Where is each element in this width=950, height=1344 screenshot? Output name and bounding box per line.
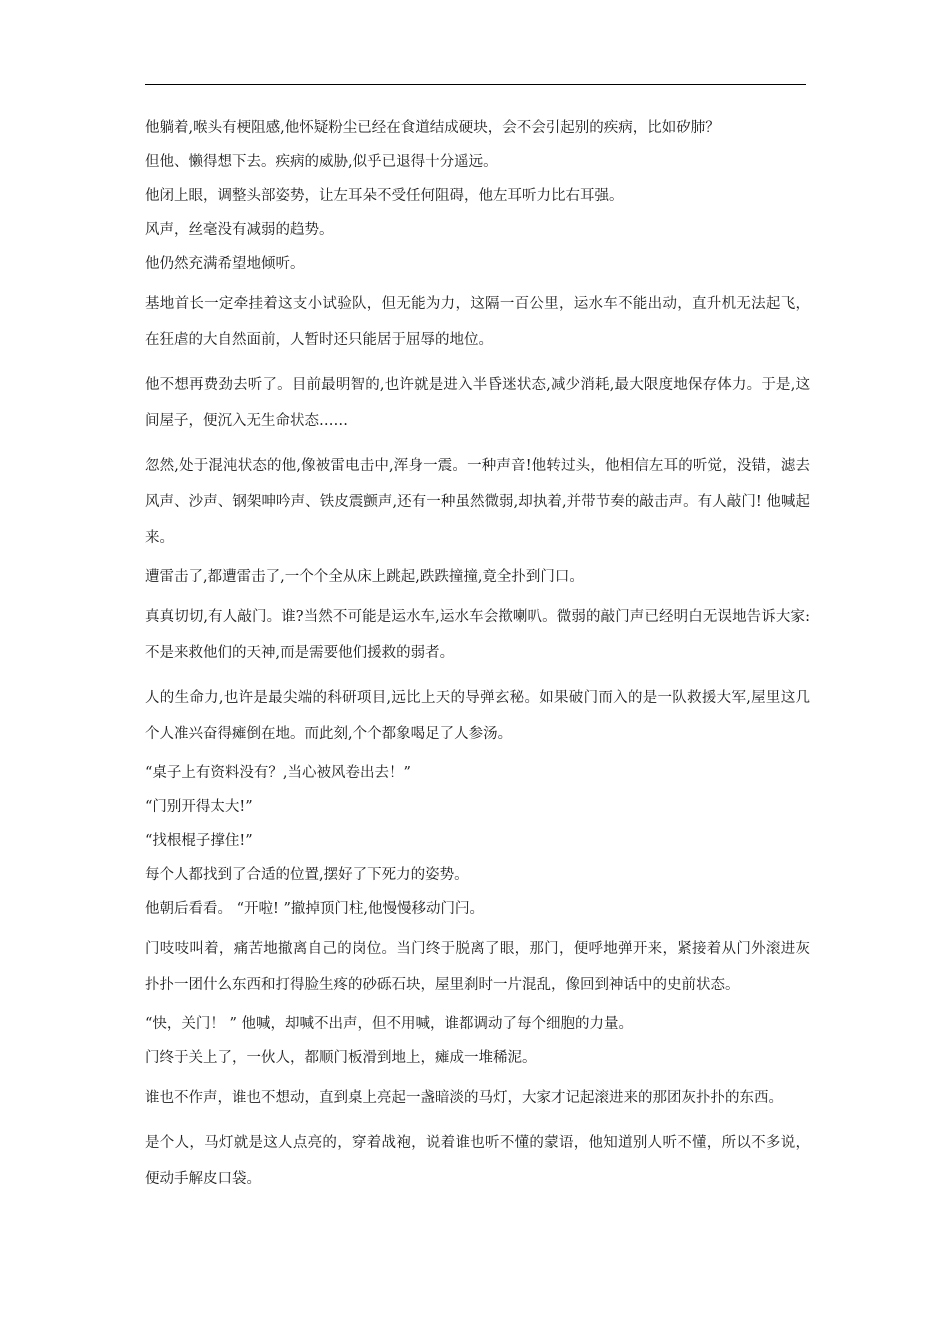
paragraph: “找根棍子撑住!” (145, 833, 253, 849)
paragraph: 他朝后看看。 “开啦! ”撤掉顶门柱,他慢慢移动门闩。 (145, 901, 484, 917)
paragraph: 基地首长一定牵挂着这支小试验队，但无能为力，这隔一百公里，运水车不能出动，直升机无法起飞，在狂虐的大自然面前，人暂时还只能居于屈辱的地位。 (145, 296, 810, 348)
paragraph: 但他、懒得想下去。疾病的威胁,似乎已退得十分遥远。 (145, 154, 498, 170)
paragraph: “桌子上有资料没有？,当心被风卷出去！” (145, 765, 411, 781)
paragraph: 他闭上眼，调整头部姿势，让左耳朵不受任何阻碍，他左耳听力比右耳强。 (145, 188, 624, 204)
paragraph: 是个人，马灯就是这人点亮的，穿着战袍，说着谁也听不懂的蒙语，他知道别人听不懂，所以不多说，便动手解皮口袋。 (145, 1135, 810, 1187)
paragraph: “门别开得太大!” (145, 799, 253, 815)
paragraph: 他仍然充满希望地倾听。 (145, 256, 305, 272)
header-rule (145, 84, 806, 85)
paragraph: 谁也不作声，谁也不想动，直到桌上亮起一盏暗淡的马灯，大家才记起滚进来的那团灰扑扑的东西。 (145, 1090, 783, 1106)
paragraph: 每个人都找到了合适的位置,摆好了下死力的姿势。 (145, 867, 469, 883)
paragraph: 真真切切,有人敲门。谁?当然不可能是运水车,运水车会揿喇叭。微弱的敲门声已经明白无误地告诉大家:不是来救他们的天神,而是需要他们援救的弱者。 (145, 609, 810, 661)
document-body (145, 116, 810, 1206)
paragraph: 风声，丝毫没有减弱的趋势。 (145, 222, 334, 238)
paragraph: 门吱吱叫着，痛苦地撤离自己的岗位。当门终于脱离了眼，那门，便呼地弹开来，紧接着从门外滚进灰扑扑一团什么东西和打得脸生疼的砂砾石块，屋里刹时一片混乱，像回到神话中的史前状态。 (145, 941, 810, 993)
paragraph: “快，关门！ ” 他喊，却喊不出声，但不用喊，谁都调动了每个细胞的力量。 (145, 1016, 634, 1032)
paragraph: 忽然,处于混沌状态的他,像被雷电击中,浑身一震。一种声音!他转过头，他相信左耳的听觉，没错，滤去风声、沙声、钢架呻吟声、铁皮震颤声,还有一种虽然微弱,却执着,并带节奏的敲击声。有人敲门! 他喊起来。 (145, 458, 810, 546)
paragraph: 遭雷击了,都遭雷击了,一个个全从床上跳起,跌跌撞撞,竟全扑到门口。 (145, 569, 584, 585)
paragraph: 门终于关上了，一伙人，都顺门板滑到地上，瘫成一堆稀泥。 (145, 1050, 537, 1066)
paragraph: 他躺着,喉头有梗阻感,他怀疑粉尘已经在食道结成硬块，会不会引起别的疾病，比如矽肺？ (145, 120, 720, 136)
paragraph: 人的生命力,也许是最尖端的科研项目,远比上天的导弹玄秘。如果破门而入的是一队救援大军,屋里这几个人准兴奋得瘫倒在地。而此刻,个个都象喝足了人参汤。 (145, 690, 810, 742)
paragraph: 他不想再费劲去听了。目前最明智的,也许就是进入半昏迷状态,减少消耗,最大限度地保存体力。于是,这间屋子，便沉入无生命状态…… (145, 377, 810, 429)
